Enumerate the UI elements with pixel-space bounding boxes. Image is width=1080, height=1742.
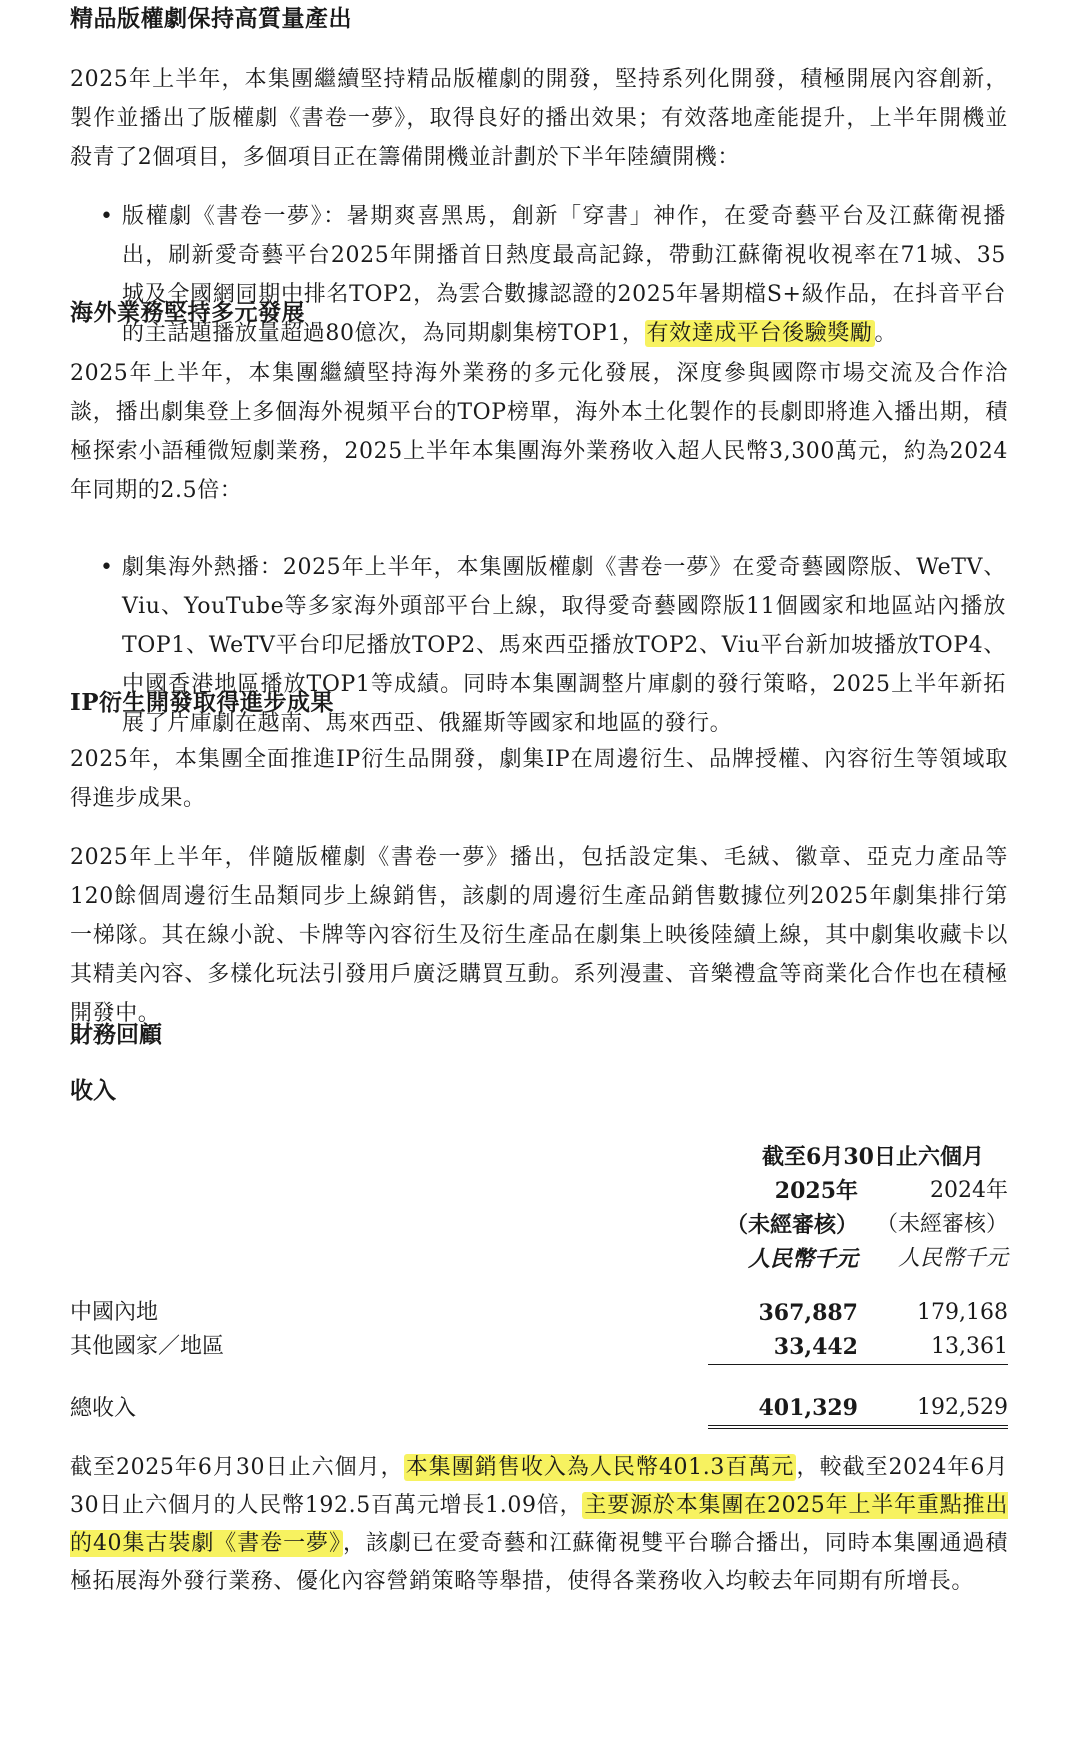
unit-2024: 人民幣千元 bbox=[897, 1246, 1008, 1271]
bullet-text: 劇集海外熱播：2025年上半年，本集團版權劇《書卷一夢》在愛奇藝國際版、WeTV、Viu、YouTube等多家海外頭部平台上線，取得愛奇藝國際版11個國家和地區站內播放TOP1、WeTV平台印尼播放TOP2、馬來西亞播放TOP2、Viu平台新加坡播放TOP4、中國香港地區播放TOP1等成績。同時本集團調整片庫劇的發行策略，2025上半年新拓展了片庫劇在越南、馬來西亞、俄羅斯等國家和地區的發行。 bbox=[122, 555, 1006, 736]
row-label: 中國內地 bbox=[70, 1300, 159, 1325]
total-label: 總收入 bbox=[70, 1395, 137, 1421]
section-financial-review bbox=[70, 1020, 1008, 1601]
section-ip-derivatives bbox=[70, 688, 1008, 1033]
finance-heading: 財務回顧 bbox=[70, 1021, 162, 1048]
row-label: 其他國家／地區 bbox=[70, 1334, 225, 1360]
revenue-table bbox=[70, 1140, 1008, 1429]
audit-2024: （未經審核） bbox=[875, 1212, 1008, 1237]
row-value-2025: 367,887 bbox=[758, 1300, 858, 1326]
section-heading: IP衍生開發取得進步成果 bbox=[70, 689, 335, 716]
total-value-2025: 401,329 bbox=[708, 1391, 858, 1427]
section-heading: 海外業務堅持多元發展 bbox=[70, 299, 305, 326]
section-paragraph: 2025年上半年，伴隨版權劇《書卷一夢》播出，包括設定集、毛絨、徽章、亞克力產品等120餘個周邊衍生品類同步上線銷售，該劇的周邊衍生產品銷售數據位列2025年劇集排行第一梯隊。其在線小說、卡牌等內容衍生及衍生產品在劇集上映後陸續上線，其中劇集收藏卡以其精美內容、多樣化玩法引發用戶廣泛購買互動。系列漫畫、音樂禮盒等商業化合作也在積極開發中。 bbox=[70, 845, 1008, 1026]
summary-text: ，較截至2024年6月30日止六個月的人民幣192.5百萬元增長1.09倍， bbox=[70, 1454, 1009, 1518]
revenue-summary bbox=[70, 1449, 1008, 1601]
section-paragraph: 2025年，本集團全面推進IP衍生品開發，劇集IP在周邊衍生、品牌授權、內容衍生等領域取得進步成果。 bbox=[70, 747, 1008, 811]
summary-text: 截至2025年6月30日止六個月， bbox=[70, 1454, 404, 1480]
bullet-dot-icon: • bbox=[100, 204, 113, 229]
row-value-2024: 179,168 bbox=[917, 1300, 1008, 1325]
period-header: 截至6月30日止六個月 bbox=[762, 1144, 984, 1170]
highlighted-text: 主要源於本集團在2025年上半年重點推出的40集古裝劇《書卷一夢》 bbox=[70, 1492, 1008, 1556]
bullet-dot-icon: • bbox=[100, 555, 113, 580]
bullet-text-main: 版權劇《書卷一夢》：暑期爽喜黑馬，創新「穿書」神作，在愛奇藝平台及江蘇衛視播出，刷新愛奇藝平台2025年開播首日熱度最高記錄，帶動江蘇衛視收視率在71城、35城及全國網同期中排名TOP2，為雲合數據認證的2025年暑期檔S+級作品，在抖音平台的主話題播放量超過80億次，為同期劇集榜TOP1， bbox=[122, 204, 1006, 346]
audit-2025: （未經審核） bbox=[725, 1212, 858, 1238]
table-row bbox=[70, 1296, 1008, 1330]
highlighted-text: 有效達成平台後驗獎勵 bbox=[646, 321, 873, 346]
row-value-2024: 13,361 bbox=[858, 1330, 1008, 1365]
section-heading: 精品版權劇保持高質量產出 bbox=[70, 5, 352, 32]
row-value-2025: 33,442 bbox=[708, 1330, 858, 1365]
table-header-row bbox=[70, 1140, 1008, 1174]
section-paragraph: 2025年上半年，本集團繼續堅持精品版權劇的開發，堅持系列化開發，積極開展內容創新，製作並播出了版權劇《書卷一夢》，取得良好的播出效果；有效落地產能提升，上半年開機並殺青了2個項目，多個項目正在籌備開機並計劃於下半年陸續開機： bbox=[70, 67, 1008, 170]
revenue-subheading: 收入 bbox=[70, 1077, 116, 1104]
unit-2025: 人民幣千元 bbox=[747, 1246, 858, 1272]
bullet-text-end: 。 bbox=[874, 321, 898, 346]
highlighted-text: 本集團銷售收入為人民幣401.3百萬元 bbox=[405, 1454, 795, 1480]
section-overseas-business bbox=[70, 298, 1008, 743]
table-total-row bbox=[70, 1391, 1008, 1427]
total-value-2024: 192,529 bbox=[858, 1391, 1008, 1427]
table-row bbox=[70, 1330, 1008, 1365]
section-paragraph: 2025年上半年，本集團繼續堅持海外業務的多元化發展，深度參與國際市場交流及合作洽談，播出劇集登上多個海外視頻平台的TOP榜單，海外本土化製作的長劇即將進入播出期，積極探索小語種微短劇業務，2025上半年本集團海外業務收入超人民幣3,300萬元，約為2024年同期的2.5倍： bbox=[70, 361, 1008, 503]
table-header-row bbox=[70, 1242, 1008, 1276]
col-2024-header: 2024年 bbox=[930, 1178, 1008, 1203]
table-header-row bbox=[70, 1208, 1008, 1242]
summary-text: ，該劇已在愛奇藝和江蘇衛視雙平台聯合播出，同時本集團通過積極拓展海外發行業務、優化內容營銷策略等舉措，使得各業務收入均較去年同期有所增長。 bbox=[70, 1530, 1008, 1594]
col-2025-header: 2025年 bbox=[774, 1178, 858, 1204]
table-header-row bbox=[70, 1174, 1008, 1208]
